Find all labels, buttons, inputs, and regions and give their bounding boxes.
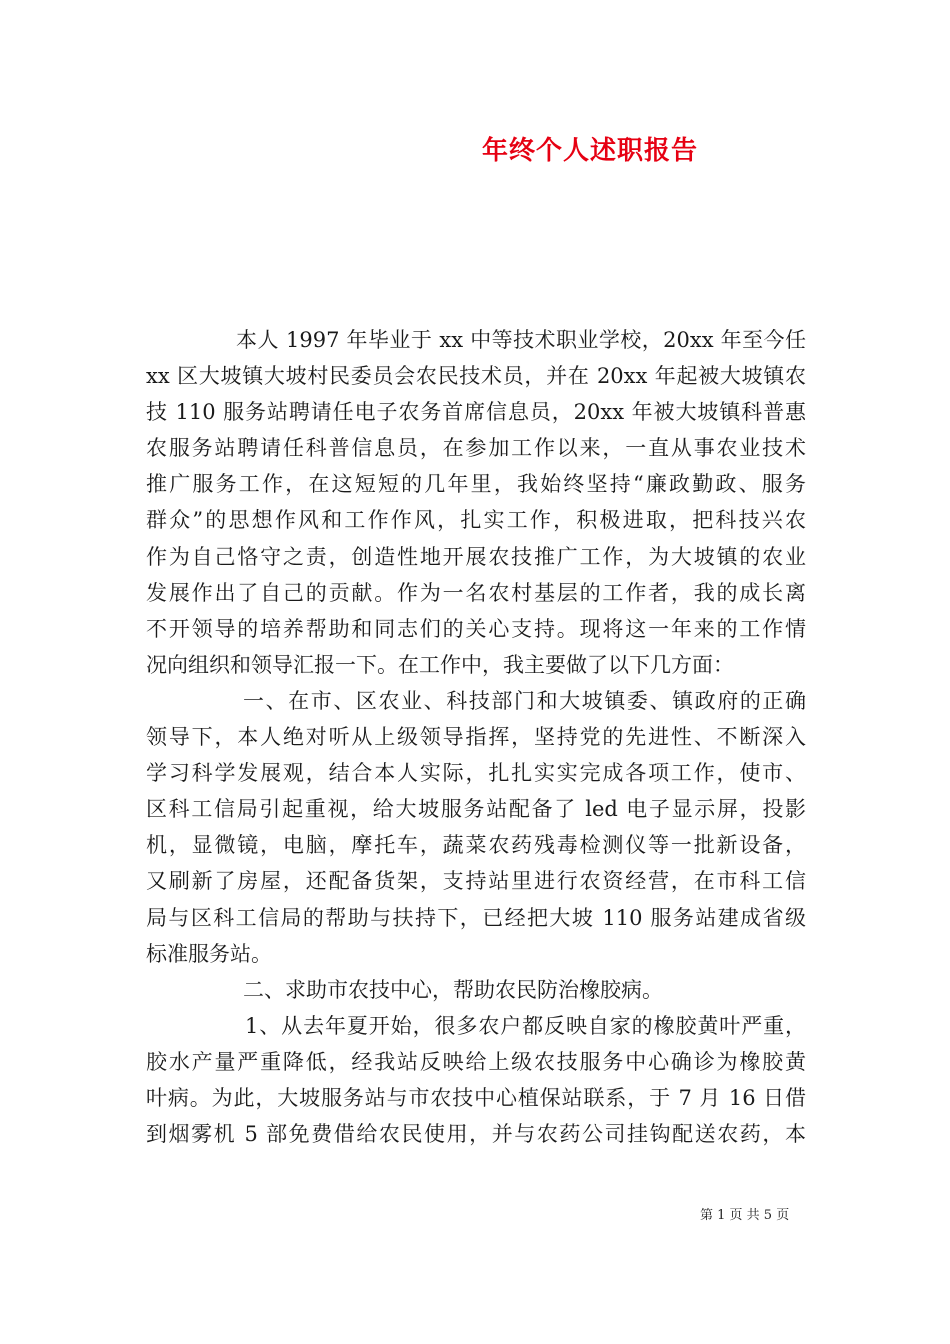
body-line: 学习科学发展观，结合本人实际，扎扎实实完成各项工作，使市、 [146,761,806,786]
body-line: 胶水产量严重降低，经我站反映给上级农技服务中心确诊为橡胶黄 [146,1049,806,1074]
body-line: 局与区科工信局的帮助与扶持下，已经把大坡 110 服务站建成省级 [146,905,806,930]
body-line: 技 110 服务站聘请任电子农务首席信息员，20xx 年被大坡镇科普惠 [146,400,806,425]
body-line: 二、求助市农技中心，帮助农民防治橡胶病。 [243,977,663,1002]
body-line: 不开领导的培养帮助和同志们的关心支持。现将这一年来的工作情 [146,616,806,641]
body-line: 区科工信局引起重视，给大坡服务站配备了 led 电子显示屏，投影 [146,797,806,822]
body-line: 机，显微镜，电脑，摩托车，蔬菜农药残毒检测仪等一批新设备， [146,833,806,858]
body-line: 又刷新了房屋，还配备货架，支持站里进行农资经营，在市科工信 [146,869,806,894]
body-line: 叶病。为此，大坡服务站与市农技中心植保站联系，于 7 月 16 日借 [146,1085,806,1110]
body-line: 领导下，本人绝对听从上级领导指挥，坚持党的先进性、不断深入 [146,725,806,750]
body-line: 一、在市、区农业、科技部门和大坡镇委、镇政府的正确 [243,688,806,713]
body-line: 推广服务工作，在这短短的几年里，我始终坚持“廉政勤政、服务 [146,472,806,497]
body-line: 到烟雾机 5 部免费借给农民使用，并与农药公司挂钩配送农药，本 [146,1122,806,1147]
body-line: 群众”的思想作风和工作作风，扎实工作，积极进取，把科技兴农 [146,508,806,533]
body-line: 况向组织和领导汇报一下。在工作中，我主要做了以下几方面： [146,652,734,677]
document-title: 年终个人述职报告 [481,136,698,166]
body-line: 本人 1997 年毕业于 xx 中等技术职业学校，20xx 年至今任 [236,328,806,352]
body-line: 1、从去年夏开始，很多农户都反映自家的橡胶黄叶严重， [245,1013,806,1038]
body-line: 标准服务站。 [146,941,272,966]
body-line: 发展作出了自己的贡献。作为一名农村基层的工作者，我的成长离 [146,580,806,605]
body-line: 作为自己恪守之责，创造性地开展农技推广工作，为大坡镇的农业 [146,544,806,569]
document-body [146,322,806,1152]
body-line: 农服务站聘请任科普信息员，在参加工作以来，一直从事农业技术 [146,436,806,461]
body-line: xx 区大坡镇大坡村民委员会农民技术员，并在 20xx 年起被大坡镇农 [146,364,806,389]
page-number-footer: 第 1 页 共 5 页 [700,1208,790,1223]
